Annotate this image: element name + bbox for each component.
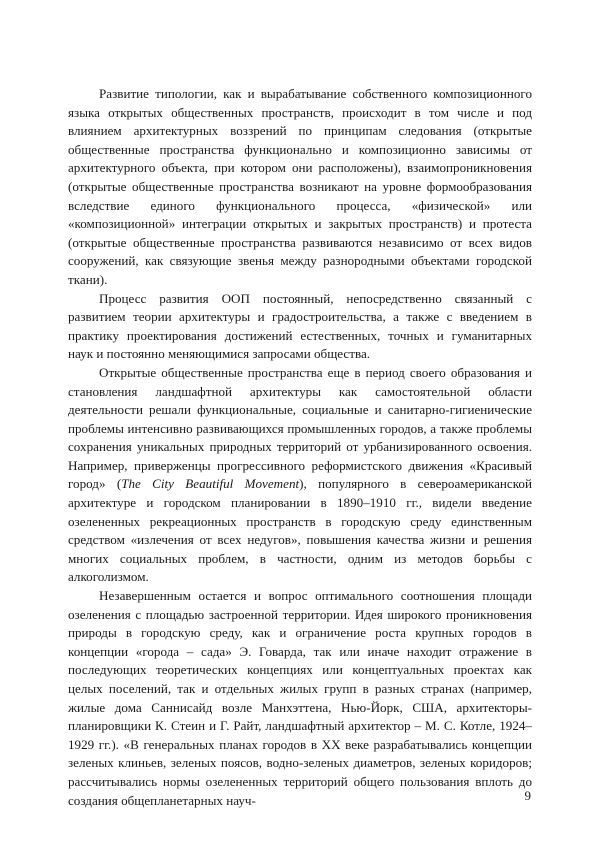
page-number: 9 (524, 788, 531, 803)
paragraph-2: Процесс развития ООП постоянный, непосредственно связанный с развитием теории архитектуры и градостроительства, а также с введением в практику проектирования достижений естественных, точных и гуманитарных наук и постоянно меняющимися запросами общества. (68, 290, 532, 362)
paragraph-4: Незавершенным остается и вопрос оптимального соотношения площади озеленения с площадью застроенной территории. Идея широкого проникновения природы в городскую среду, как и ограничение роста крупных городов в концепции «города – сада» Э. Говарда, так или иначе находит отражение в последующих теоретических концепциях или концептуальных проектах как целых поселений, так и отдельных жилых групп в разных странах (например, жилые дома Саннисайд возле Манхэттена, Нью-Йорк, США, архитекторы-планировщики К. Стеин и Г. Райт, ландшафтный архитектор – М. С. Котле, 1924–1929 гг.). «В генеральных планах городов в ХХ веке разрабатывались концепции зеленых клиньев, зеленых поясов, водно-зеленых диаметров, зеленых коридоров; рассчитывались нормы озелененных территорий общего пользования вплоть до создания общепланетарных науч- (68, 588, 532, 808)
paragraph-1: Развитие типологии, как и вырабатывание собственного композиционного языка открытых общественных пространств, происходит в том числе и под влиянием архитектурных воззрений по принципам следования (открытые общественные пространства функционально и композиционно зависимы от архитектурного объекта, при котором они расположены), взаимопроникновения (открытые общественные пространства возникают на уровне формообразования вследствие единого функционального процесса, «физической» или «композиционной» интеграции открытых и закрытых пространств) и протеста (открытые общественные пространства развиваются независимо от всех видов сооружений, как связующие звенья между разнородными объектами городской ткани). (68, 86, 532, 287)
paragraph-3 (68, 364, 532, 587)
body-text (68, 85, 532, 810)
paragraph-3-text-before: Открытые общественные пространства еще в период своего образования и становления ландшафтной архитектуры как самостоятельной области деятельности решали функциональные, социальные и санитарно-гигиенические проблемы интенсивно развивающихся промышленных городов, а также проблемы сохранения уникальных природных территорий от урбанизированного освоения. Например, приверженцы прогрессивного реформистского движения «Красивый город» ( (68, 364, 532, 492)
italic-term: The City Beautiful Movement (121, 476, 300, 492)
paragraph-3-text-after: ), популярного в североамериканской архитектуре и городском планировании в 1890–1910 гг., видели введение озелененных рекреационных пространств в городскую среду единственным средством «излечения от всех недугов», повышения качества жизни и решения многих социальных проблем, в частности, одним из методов борьбы с алкоголизмом. (68, 476, 532, 585)
